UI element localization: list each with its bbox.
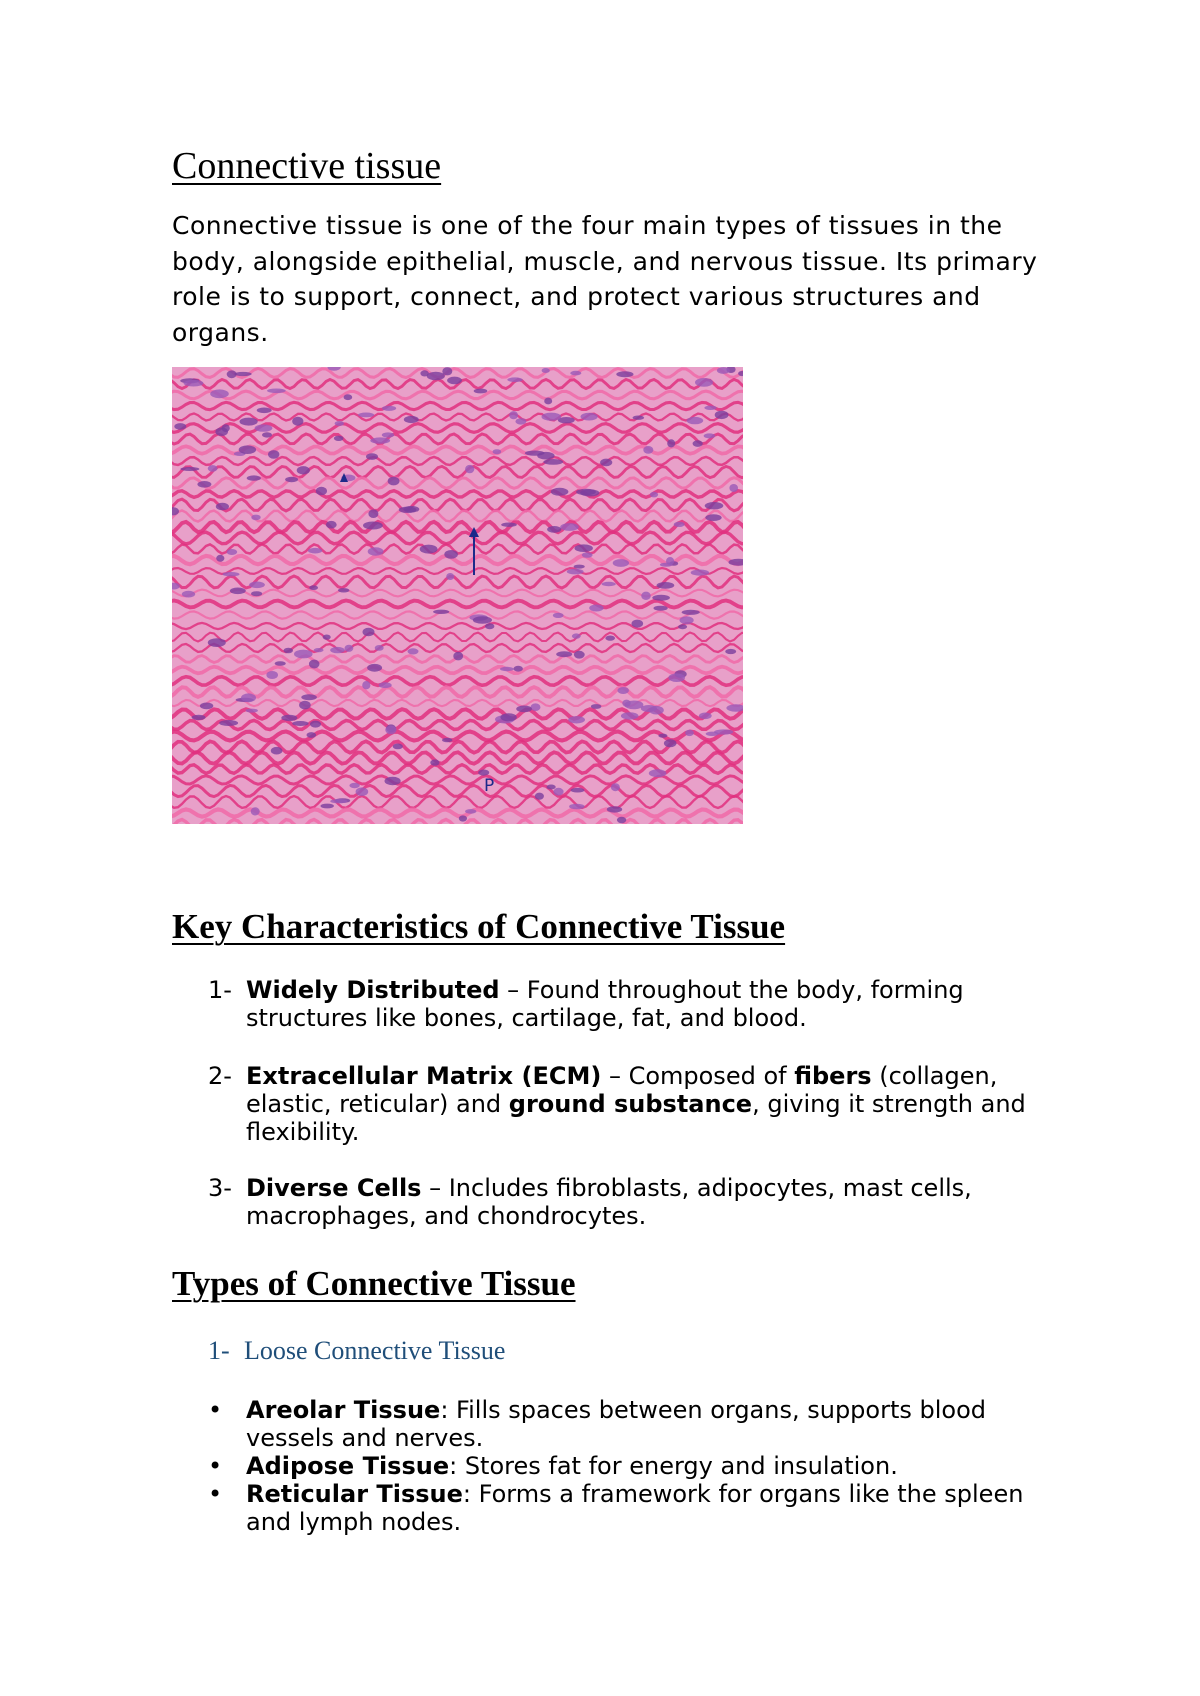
cell-nucleus (427, 372, 445, 381)
cell-nucleus (442, 738, 452, 742)
cell-nucleus (525, 451, 545, 456)
cell-nucleus (309, 660, 320, 669)
cell-nucleus (268, 450, 279, 459)
cell-nucleus (682, 610, 700, 615)
item-text: – Composed of (601, 1062, 795, 1090)
cell-nucleus (433, 610, 449, 614)
bullet-icon: • (208, 1480, 223, 1508)
cell-nucleus (323, 635, 331, 640)
cell-nucleus (551, 488, 569, 496)
cell-nucleus (705, 502, 724, 509)
cell-nucleus (216, 503, 229, 510)
cell-nucleus (575, 544, 593, 552)
cell-nucleus (368, 547, 384, 555)
cell-nucleus (632, 620, 644, 628)
cell-nucleus (314, 648, 324, 652)
cell-nucleus (693, 440, 703, 447)
cell-nucleus (307, 732, 317, 738)
cell-nucleus (507, 377, 522, 382)
cell-nucleus (657, 582, 675, 589)
cell-nucleus (420, 370, 428, 376)
cell-nucleus (227, 549, 238, 555)
cell-nucleus (297, 466, 310, 474)
cell-nucleus (266, 671, 278, 679)
cell-nucleus (542, 413, 562, 421)
bullet-icon: • (208, 1396, 223, 1424)
cell-nucleus (408, 648, 419, 654)
cell-nucleus (649, 769, 667, 777)
cell-nucleus (316, 487, 327, 496)
cell-nucleus (572, 633, 581, 638)
list-number: 1- (208, 976, 232, 1004)
cell-nucleus (576, 489, 596, 495)
cell-nucleus (334, 436, 344, 441)
cell-nucleus (465, 465, 474, 473)
cell-nucleus (699, 713, 712, 720)
cell-nucleus (192, 715, 206, 720)
cell-nucleus (310, 721, 321, 728)
bullet-icon: • (208, 1452, 223, 1480)
bullet-term: Reticular Tissue (246, 1480, 463, 1508)
cell-nucleus (547, 526, 561, 533)
cell-nucleus (249, 582, 265, 589)
cell-nucleus (385, 726, 396, 735)
cell-nucleus (581, 413, 598, 421)
cell-nucleus (345, 645, 354, 652)
cell-nucleus (247, 475, 261, 480)
cell-nucleus (420, 545, 438, 554)
cell-nucleus (363, 628, 375, 636)
item-term: Diverse Cells (246, 1174, 422, 1202)
cell-nucleus (641, 592, 651, 600)
cell-nucleus (602, 582, 616, 586)
cell-nucleus (680, 616, 694, 624)
bullet-text: : Stores fat for energy and insulation. (449, 1452, 898, 1480)
cell-nucleus (321, 804, 334, 809)
cell-nucleus (230, 588, 246, 595)
cell-nucleus (704, 433, 716, 438)
cell-nucleus (330, 799, 347, 803)
cell-nucleus (404, 506, 420, 513)
subheading-loose-connective (208, 1336, 505, 1366)
cell-nucleus (326, 521, 337, 529)
list-number: 2- (208, 1062, 232, 1090)
cell-nucleus (251, 807, 260, 815)
cell-nucleus (208, 638, 226, 647)
cell-nucleus (251, 591, 262, 596)
cell-nucleus (574, 565, 585, 569)
item-term: Extracellular Matrix (ECM) (246, 1062, 602, 1090)
cell-nucleus (501, 523, 517, 527)
cell-nucleus (678, 624, 687, 629)
cell-nucleus (335, 421, 344, 426)
cell-nucleus (695, 378, 713, 387)
cell-nucleus (535, 793, 544, 800)
cell-nucleus (292, 417, 303, 426)
cell-nucleus (542, 368, 550, 373)
cell-nucleus (368, 509, 378, 518)
cell-nucleus (285, 477, 298, 482)
cell-nucleus (356, 787, 369, 796)
cell-nucleus (687, 417, 704, 424)
cell-nucleus (294, 650, 313, 659)
cell-nucleus (605, 636, 615, 641)
cell-nucleus (715, 411, 729, 419)
cell-nucleus (485, 623, 494, 629)
cell-nucleus (668, 673, 685, 682)
cell-nucleus (568, 716, 585, 723)
cell-nucleus (292, 721, 308, 726)
cell-nucleus (641, 705, 657, 712)
cell-nucleus (219, 720, 238, 726)
cell-nucleus (447, 377, 462, 385)
cell-nucleus (453, 652, 463, 661)
cell-nucleus (299, 701, 311, 710)
cell-nucleus (271, 747, 283, 755)
cell-nucleus (275, 661, 286, 666)
cell-nucleus (553, 788, 563, 796)
cell-nucleus (370, 437, 390, 443)
cell-nucleus (560, 523, 579, 531)
subheading-number: 1- (208, 1336, 230, 1365)
cell-nucleus (729, 484, 738, 492)
cell-nucleus (267, 389, 286, 394)
cell-nucleus (182, 591, 195, 598)
cell-nucleus (385, 777, 401, 785)
cell-nucleus (600, 459, 612, 467)
item-bold: fibers (794, 1062, 872, 1090)
cell-nucleus (174, 423, 186, 430)
cell-nucleus (222, 424, 230, 432)
cell-nucleus (531, 703, 541, 711)
cell-nucleus (664, 739, 677, 747)
cell-nucleus (717, 367, 730, 374)
cell-nucleus (474, 389, 488, 394)
bullet-term: Areolar Tissue (246, 1396, 441, 1424)
cell-nucleus (547, 785, 556, 790)
cell-nucleus (705, 514, 721, 521)
cell-nucleus (180, 467, 199, 471)
cell-nucleus (379, 682, 392, 688)
cell-nucleus (591, 704, 602, 709)
cell-nucleus (459, 815, 467, 821)
cell-nucleus (430, 759, 439, 765)
cell-nucleus (714, 729, 733, 734)
cell-nucleus (367, 664, 382, 672)
cell-nucleus (281, 715, 297, 721)
cell-nucleus (284, 648, 293, 654)
cell-nucleus (255, 424, 273, 431)
cell-nucleus (650, 492, 658, 498)
cell-nucleus (362, 681, 370, 689)
cell-nucleus (569, 804, 584, 810)
bullet-text: : Forms a framework for organs like the spleen and lymph nodes. (246, 1480, 1024, 1536)
cell-nucleus (574, 651, 585, 659)
cell-nucleus (197, 481, 211, 488)
list-item (208, 1174, 1028, 1230)
cell-nucleus (613, 559, 629, 567)
cell-nucleus (618, 687, 629, 694)
item-term: Widely Distributed (246, 976, 500, 1004)
cell-nucleus (553, 613, 564, 618)
cell-nucleus (509, 411, 518, 419)
list-item (208, 976, 1028, 1032)
cell-nucleus (251, 515, 260, 521)
list-number: 3- (208, 1174, 232, 1202)
cell-nucleus (516, 706, 532, 713)
bullet-item (208, 1452, 1038, 1480)
cell-nucleus (570, 371, 581, 376)
cell-nucleus (382, 432, 394, 437)
cell-nucleus (658, 734, 667, 738)
cell-nucleus (478, 770, 489, 776)
item-text: – Found throughout the body, forming structures like bones, cartilage, fat, and blood. (246, 976, 964, 1032)
cell-nucleus (363, 522, 383, 530)
cell-nucleus (210, 389, 229, 398)
cell-nucleus (607, 806, 622, 812)
cell-nucleus (241, 693, 256, 702)
cell-nucleus (725, 649, 736, 654)
cell-nucleus (622, 700, 630, 707)
cell-nucleus (652, 595, 670, 601)
cell-nucleus (257, 408, 272, 414)
cell-nucleus (633, 416, 645, 420)
bullet-term: Adipose Tissue (246, 1452, 450, 1480)
micrograph-image (172, 367, 743, 824)
cell-nucleus (589, 605, 603, 612)
cell-nucleus (239, 445, 256, 454)
section-heading-key-characteristics: Key Characteristics of Connective Tissue (172, 907, 786, 946)
cell-nucleus (393, 744, 403, 750)
cell-nucleus (617, 817, 626, 823)
cell-nucleus (366, 453, 378, 460)
cell-nucleus (582, 552, 593, 558)
list-item (208, 1062, 1028, 1146)
bullet-text: : Fills spaces between organs, supports blood vessels and nerves. (246, 1396, 987, 1452)
cell-nucleus (543, 459, 563, 465)
cell-nucleus (465, 809, 476, 814)
section-heading-types: Types of Connective Tissue (172, 1264, 576, 1303)
cell-nucleus (567, 569, 584, 575)
cell-nucleus (330, 647, 345, 653)
cell-nucleus (643, 446, 653, 454)
cell-nucleus (674, 522, 685, 527)
micrograph-svg (172, 367, 743, 824)
cell-nucleus (309, 585, 318, 590)
cell-nucleus (382, 406, 396, 411)
cell-nucleus (358, 413, 374, 418)
cell-nucleus (691, 570, 709, 576)
cell-nucleus (234, 372, 251, 376)
cell-nucleus (444, 550, 458, 559)
cell-nucleus (246, 709, 258, 713)
cell-nucleus (442, 367, 452, 375)
cell-nucleus (262, 432, 272, 437)
cell-nucleus (660, 563, 673, 567)
cell-nucleus (388, 477, 400, 486)
cell-nucleus (556, 651, 572, 657)
cell-nucleus (685, 730, 694, 736)
cell-nucleus (704, 406, 716, 410)
cell-nucleus (500, 667, 514, 671)
item-text: – Includes fibroblasts, adipocytes, mast cells, macrophages, and chondrocytes. (246, 1174, 972, 1230)
item-text: (collagen, elastic, reticular) and (246, 1062, 998, 1118)
cell-nucleus (571, 788, 585, 793)
bullet-item (208, 1396, 1038, 1452)
figure-label: P (484, 776, 495, 796)
subheading-label: Loose Connective Tissue (244, 1336, 506, 1365)
bullet-item (208, 1480, 1038, 1536)
cell-nucleus (227, 370, 237, 378)
cell-nucleus (344, 394, 353, 400)
cell-nucleus (240, 418, 258, 426)
cell-nucleus (667, 439, 675, 447)
cell-nucleus (301, 694, 317, 700)
page-title: Connective tissue (172, 145, 442, 187)
cell-nucleus (338, 588, 350, 592)
cell-nucleus (308, 548, 322, 554)
cell-nucleus (493, 449, 502, 454)
item-text: , giving it strength and flexibility. (246, 1090, 1026, 1146)
cell-nucleus (500, 713, 516, 721)
cell-nucleus (544, 398, 552, 405)
cell-nucleus (616, 371, 633, 377)
cell-nucleus (349, 783, 359, 788)
cell-nucleus (654, 606, 668, 611)
cell-nucleus (208, 465, 218, 472)
cell-nucleus (514, 666, 523, 672)
cell-nucleus (404, 416, 419, 423)
item-bold: ground substance (508, 1090, 753, 1118)
cell-nucleus (611, 783, 620, 791)
cell-nucleus (184, 380, 204, 387)
cell-nucleus (216, 555, 224, 562)
cell-nucleus (200, 703, 213, 710)
cell-nucleus (375, 645, 384, 651)
intro-paragraph: Connective tissue is one of the four main types of tissues in the body, alongside epithelial, muscle, and nervous tissue. Its primary role is to support, connect, and protect various structures and organs. (172, 211, 1038, 347)
cell-nucleus (223, 572, 240, 576)
cell-nucleus (473, 616, 492, 624)
cell-nucleus (515, 418, 526, 424)
cell-nucleus (621, 712, 639, 719)
cell-nucleus (446, 573, 454, 580)
